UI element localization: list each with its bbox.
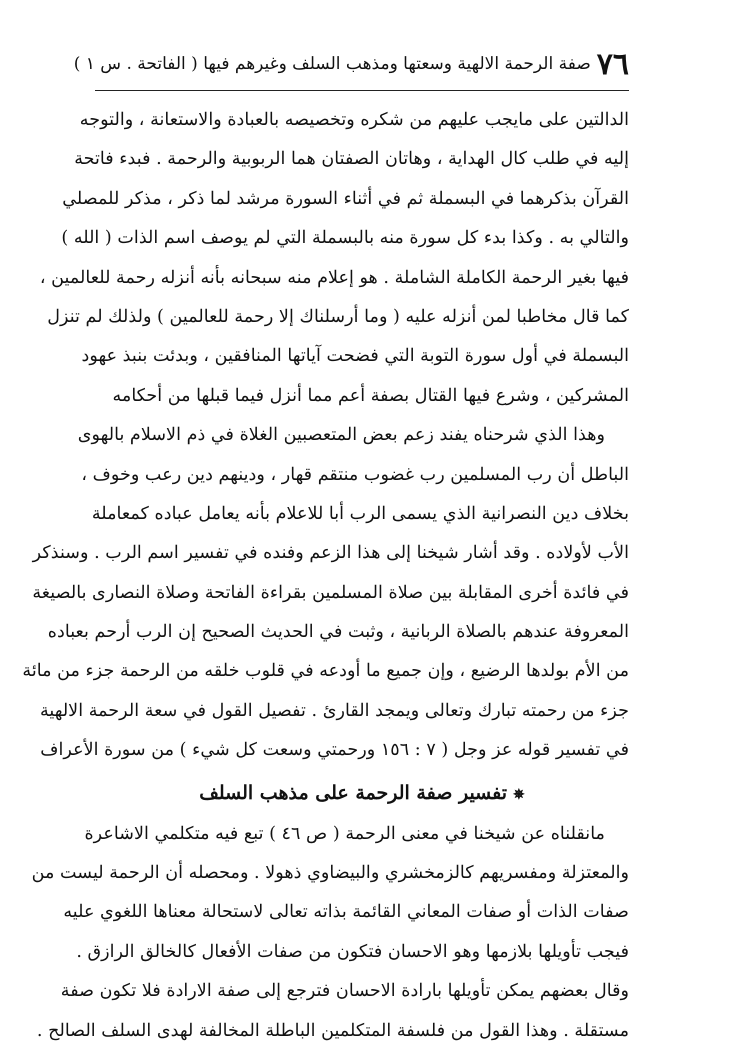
text-line: إليه في طلب كال الهداية ، وهاتان الصفتان هما الربوبية والرحمة . فبدء فاتحة bbox=[74, 149, 629, 170]
section-heading-text: تفسير صفة الرحمة على مذهب السلف bbox=[199, 781, 508, 804]
text-line: والتالي به . وكذا بدء كل سورة منه بالبسملة التي لم يوصف اسم الذات ( الله ) bbox=[61, 228, 629, 249]
text-line: صفات الذات أو صفات المعاني القائمة بذاته تعالى لاستحالة معناها اللغوي عليه bbox=[63, 902, 629, 923]
text-line: الأب لأولاده . وقد أشار شيخنا إلى هذا الزعم وفنده في تفسير اسم الرب . وسنذكر bbox=[32, 543, 629, 564]
text-line: وهذا الذي شرحناه يفند زعم بعض المتعصبين الغلاة في ذم الاسلام بالهوى bbox=[77, 425, 605, 446]
text-line: كما قال مخاطبا لمن أنزله عليه ( وما أرسلناك إلا رحمة للعالمين ) ولذلك لم تنزل bbox=[47, 306, 629, 327]
page-header bbox=[73, 38, 629, 91]
text-line: مستقلة . وهذا القول من فلسفة المتكلمين الباطلة المخالفة لهدى السلف الصالح . bbox=[36, 1020, 629, 1041]
text-line: الدالتين على مايجب عليهم من شكره وتخصيصه بالعبادة والاستعانة ، والتوجه bbox=[79, 110, 629, 130]
text-line: بخلاف دين النصرانية الذي يسمى الرب أبا للاعلام بأنه يعامل عباده كمعاملة bbox=[91, 503, 629, 524]
text-line: المعروفة عندهم بالصلاة الربانية ، وثبت في الحديث الصحيح إن الرب أرحم بعباده bbox=[47, 622, 629, 643]
text-line: في فائدة أخرى المقابلة بين صلاة المسلمين بقراءة الفاتحة وصلاة النصارى بالصيغة bbox=[32, 582, 629, 603]
text-line: وقال بعضهم يمكن تأويلها بارادة الاحسان فترجع إلى صفة الارادة فلا تكون صفة bbox=[60, 981, 629, 1002]
text-line: المشركين ، وشرع فيها القتال بصفة أعم مما أنزل فيما قبلها من أحكامه bbox=[112, 385, 629, 406]
ornament-icon: ✵ bbox=[513, 786, 525, 803]
text-line: في تفسير قوله عز وجل ( ٧ : ١٥٦ ورحمتي وسعت كل شيء ) من سورة الأعراف bbox=[40, 740, 629, 761]
section-heading bbox=[95, 771, 629, 815]
text-line: مانقلناه عن شيخنا في معنى الرحمة ( ص ٤٦ ) تبع فيه متكلمي الاشاعرة bbox=[84, 823, 605, 844]
text-line: القرآن بذكرهما في البسملة ثم في أثناء السورة مرشد لما ذكر ، مذكر للمصلي bbox=[62, 188, 629, 209]
text-line: البسملة في أول سورة التوبة التي فضحت آياتها المنافقين ، وبدئت بنبذ عهود bbox=[81, 346, 629, 367]
text-line: من الأم بولدها الرضيع ، وإن جميع ما أودعه في قلوب خلقه من الرحمة جزء من مائة bbox=[22, 661, 629, 682]
body-text bbox=[22, 101, 629, 1051]
text-line: فيجب تأويلها بلازمها وهو الاحسان فتكون من صفات الأفعال كالخالق الرازق . bbox=[76, 941, 629, 962]
text-line: جزء من رحمته تبارك وتعالى ويمجد القارئ . تفصيل القول في سعة الرحمة الالهية bbox=[39, 700, 629, 721]
text-line: الباطل أن رب المسلمين رب غضوب منتقم قهار ، ودينهم دين رعب وخوف ، bbox=[81, 464, 629, 485]
running-title: صفة الرحمة الالهية وسعتها ومذهب السلف وغيرهم فيها ( الفاتحة . س ١ ) bbox=[73, 53, 591, 74]
page-number: ٧٦ bbox=[596, 46, 629, 82]
text-line: فيها بغير الرحمة الكاملة الشاملة . هو إعلام منه سبحانه بأنه أنزله رحمة للعالمين ، bbox=[39, 267, 629, 288]
text-line: والمعتزلة ومفسريهم كالزمخشري والبيضاوي ذهولا . ومحصله أن الرحمة ليست من bbox=[31, 863, 629, 884]
